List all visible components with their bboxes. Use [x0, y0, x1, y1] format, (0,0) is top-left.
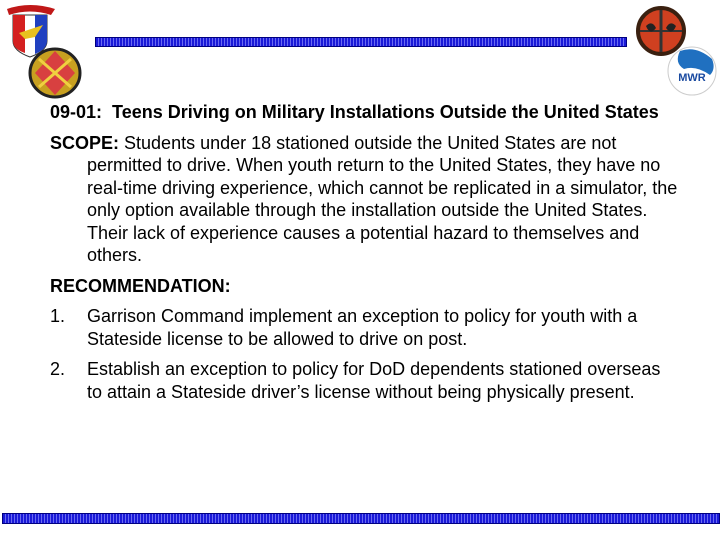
recommendation-item: [50, 358, 680, 403]
slide-title: [50, 101, 680, 124]
title-code: 09-01:: [50, 102, 103, 122]
item-number: 1.: [50, 306, 66, 326]
recommendation-label: RECOMMENDATION:: [50, 275, 231, 296]
title-text: Teens Driving on Military Installations Outside the United States: [112, 102, 659, 122]
item-text: Garrison Command implement an exception to policy for youth with a Stateside license to be allowed to drive on post.: [87, 306, 638, 349]
bottom-divider-bar: [2, 513, 720, 524]
mwr-logo: [666, 45, 718, 97]
item-text: Establish an exception to policy for DoD dependents stationed overseas to attain a Stateside driver’s license without being physically present.: [87, 359, 661, 402]
scope-label: SCOPE:: [50, 132, 120, 153]
scope-paragraph: [50, 132, 680, 267]
scope-text: Students under 18 stationed outside the United States are not permitted to drive. When youth return to the United States, they have no real-time driving experience, which cannot be replicated in a simulator, the only option available through the installation outside the United States. Their lack of experience causes a potential hazard to themselves and others.: [87, 132, 678, 265]
unit-insignia-logo: [27, 47, 83, 99]
item-number: 2.: [50, 359, 66, 379]
top-divider-bar: [95, 37, 627, 47]
slide-content: [50, 101, 680, 411]
mwr-logo-text: MWR: [678, 72, 706, 84]
recommendation-item: [50, 305, 680, 350]
recommendation-heading: [50, 275, 680, 298]
